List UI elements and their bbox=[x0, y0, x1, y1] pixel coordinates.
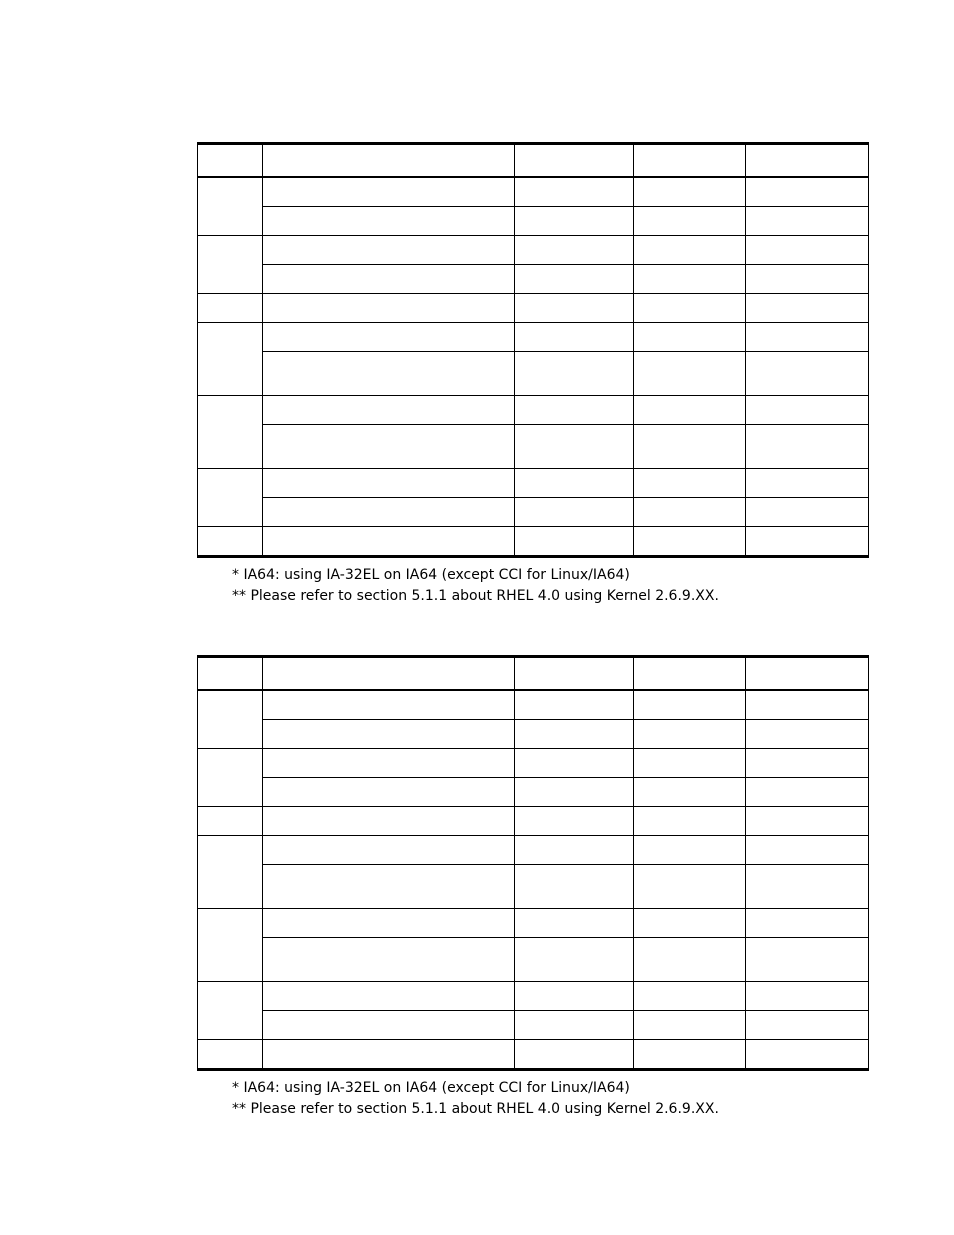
table-row bbox=[198, 425, 869, 469]
footnote: ** Please refer to section 5.1.1 about RHEL 4.0 using Kernel 2.6.9.XX. bbox=[232, 1101, 719, 1117]
compatibility-table-2 bbox=[197, 655, 869, 1071]
table-row bbox=[198, 396, 869, 425]
table-row bbox=[198, 720, 869, 749]
table-row bbox=[198, 207, 869, 236]
table-row bbox=[198, 265, 869, 294]
table-row bbox=[198, 778, 869, 807]
table-row bbox=[198, 177, 869, 207]
table-row bbox=[198, 836, 869, 865]
compatibility-table-1 bbox=[197, 142, 869, 558]
footnote: ** Please refer to section 5.1.1 about RHEL 4.0 using Kernel 2.6.9.XX. bbox=[232, 588, 719, 604]
table-header-row bbox=[198, 657, 869, 691]
table-row bbox=[198, 807, 869, 836]
table-header-row bbox=[198, 144, 869, 178]
footnote: * IA64: using IA-32EL on IA64 (except CCI for Linux/IA64) bbox=[232, 567, 630, 583]
table-row bbox=[198, 236, 869, 265]
table-row bbox=[198, 352, 869, 396]
table-row bbox=[198, 323, 869, 352]
table-row bbox=[198, 938, 869, 982]
table-row bbox=[198, 690, 869, 720]
table-row bbox=[198, 865, 869, 909]
table-row bbox=[198, 1040, 869, 1070]
table-row bbox=[198, 749, 869, 778]
table-row bbox=[198, 1011, 869, 1040]
table-row bbox=[198, 498, 869, 527]
table-row bbox=[198, 909, 869, 938]
table-row bbox=[198, 294, 869, 323]
table-row bbox=[198, 469, 869, 498]
table-row bbox=[198, 982, 869, 1011]
table-row bbox=[198, 527, 869, 557]
footnote: * IA64: using IA-32EL on IA64 (except CCI for Linux/IA64) bbox=[232, 1080, 630, 1096]
